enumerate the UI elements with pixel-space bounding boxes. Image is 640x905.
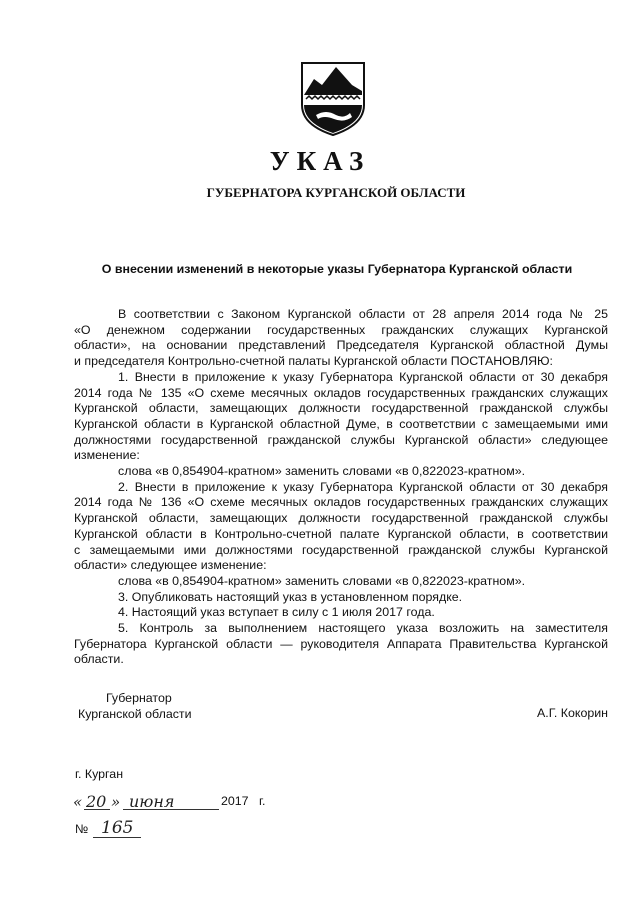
body-line: Курганской области, замещающих должности государственной гражданской службы <box>74 511 608 526</box>
body-line: изменение: <box>74 448 140 463</box>
body-line: 3. Опубликовать настоящий указ в установленном порядке. <box>118 589 463 604</box>
body-line: 2014 года № 135 «О схеме месячных окладов государственных гражданских служащих <box>74 385 608 400</box>
number-value: 165 <box>101 818 134 838</box>
date-month-underline <box>123 809 219 810</box>
body-line: 2. Внести в приложение к указу Губернатора Курганской области от 30 декабря <box>118 479 608 494</box>
date-month: июня <box>129 792 175 811</box>
decree-number <box>75 818 195 841</box>
date-open-quote: « <box>73 793 83 811</box>
date-close-quote: » <box>111 793 121 811</box>
body-line: «О денежном содержании государственных гражданских служащих Курганской <box>74 322 608 337</box>
signatory-position <box>78 690 192 722</box>
body-line: должностями государственной гражданской службы Курганской области» следующее <box>74 432 608 447</box>
issue-date <box>73 793 313 813</box>
city-label: г. Курган <box>75 767 124 781</box>
decree-heading: О внесении изменений в некоторые указы Губернатора Курганской области <box>101 262 573 276</box>
document-subtitle: ГУБЕРНАТОРА КУРГАНСКОЙ ОБЛАСТИ <box>206 185 466 200</box>
body-line: Губернатора Курганской области — руководителя Аппарата Правительства Курганской <box>74 636 608 651</box>
body-line: области» следующее изменение: <box>74 558 267 573</box>
body-line: 4. Настоящий указ вступает в силу с 1 июля 2017 года. <box>118 605 435 620</box>
date-year: 2017 <box>221 794 249 808</box>
number-label: № <box>75 822 89 836</box>
date-day-underline <box>84 809 110 810</box>
body-line: и председателя Контрольно-счетной палаты Курганской области ПОСТАНОВЛЯЮ: <box>74 354 553 369</box>
date-suffix: г. <box>259 794 266 808</box>
body-line: Курганской области в Контрольно-счетной палате Курганской области, в соответствии <box>74 526 608 541</box>
body-line: слова «в 0,854904-кратном» заменить словами «в 0,822023-кратном». <box>118 464 526 479</box>
coat-of-arms-icon <box>300 61 366 137</box>
body-line: В соответствии с Законом Курганской области от 28 апреля 2014 года № 25 <box>118 307 608 321</box>
body-line: 2014 года № 136 «О схеме месячных окладов государственных гражданских служащих <box>74 495 608 510</box>
decree-body <box>74 307 608 668</box>
body-line: с замещаемыми ими должностями государственной гражданской службы Курганской <box>74 542 608 557</box>
number-underline <box>93 837 141 838</box>
date-day: 20 <box>86 792 107 811</box>
body-line: Курганской области в Курганской областной Думе, в соответствии с замещаемыми ими <box>74 416 608 431</box>
body-line: 1. Внести в приложение к указу Губернатора Курганской области от 30 декабря <box>118 369 608 384</box>
body-line: области. <box>74 652 124 667</box>
document-title: УКАЗ <box>269 146 371 176</box>
signatory-title: Губернатор <box>106 691 172 705</box>
body-line: 5. Контроль за выполнением настоящего указа возложить на заместителя <box>118 621 608 636</box>
body-line: области», на основании представлений Председателя Курганской областной Думы <box>74 338 608 353</box>
body-line: слова «в 0,854904-кратном» заменить словами «в 0,822023-кратном». <box>118 573 526 588</box>
signatory-name: А.Г. Кокорин <box>536 706 608 720</box>
body-line: Курганской области, замещающих должности государственной гражданской службы <box>74 401 608 416</box>
signatory-region: Курганской области <box>78 707 192 721</box>
